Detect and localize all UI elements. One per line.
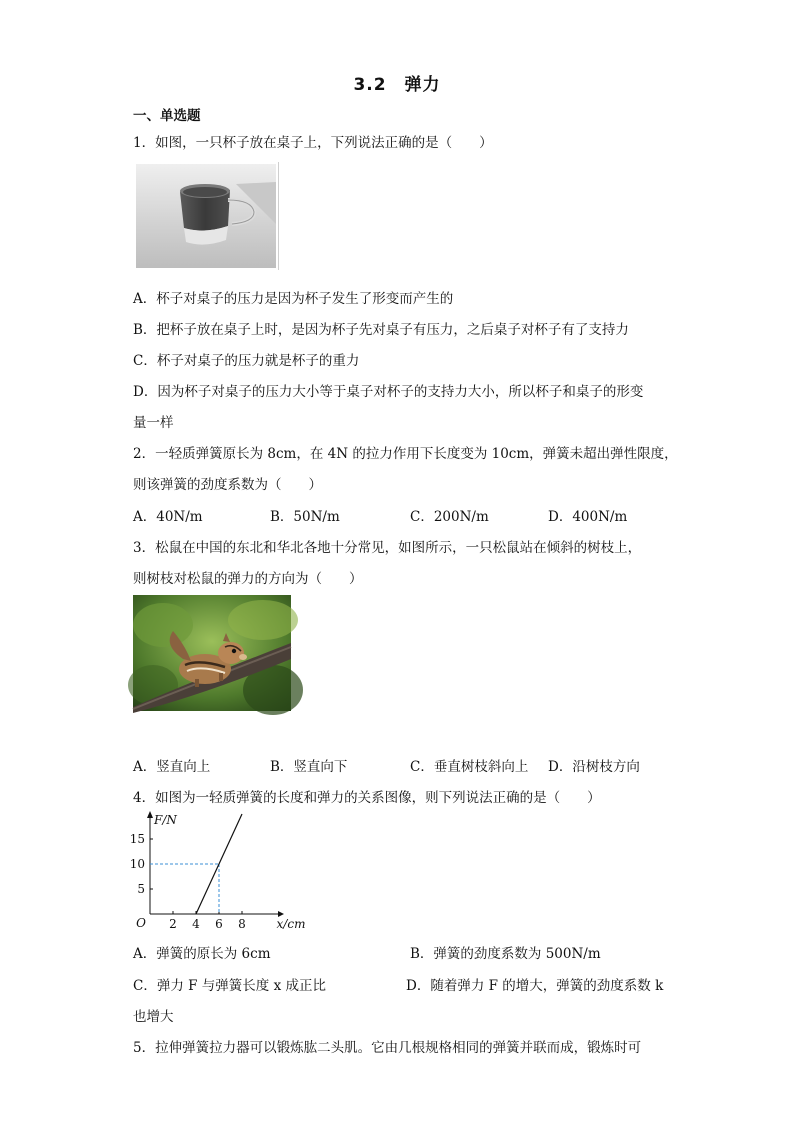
x-axis-label: x/cm [276,917,306,931]
question-4-option-d-line2: 也增大 [133,1009,174,1025]
question-4-stem: 4．如图为一轻质弹簧的长度和弹力的关系图像，则下列说法正确的是（ ） [133,790,601,806]
question-4-option-d-line1: D．随着弹力 F 的增大，弹簧的劲度系数 k [406,978,664,994]
question-4-option-c: C．弹力 F 与弹簧长度 x 成正比 [133,978,326,994]
y-tick-label: 10 [129,857,145,871]
question-3-option-d: D．沿树枝方向 [548,759,640,775]
question-1-stem: 1．如图，一只杯子放在桌子上，下列说法正确的是（ ） [133,135,493,151]
question-3-option-b: B．竖直向下 [270,759,348,775]
cup-photo [136,164,276,268]
page-title: 3.2 弹力 [353,75,441,95]
origin-label: O [136,916,146,930]
y-axis-label: F/N [154,813,177,827]
question-1-option-c: C．杯子对桌子的压力就是杯子的重力 [133,353,360,369]
y-axis-arrow [147,811,153,818]
cup-image [136,164,276,268]
question-4-option-a: A．弹簧的原长为 6cm [133,946,271,962]
question-2-option-a: A．40N/m [133,509,203,525]
x-tick-label: 2 [169,917,177,931]
question-1-option-d-line2: 量一样 [133,415,174,431]
question-2-option-d: D．400N/m [548,509,628,525]
question-2-stem-line2: 则该弹簧的劲度系数为（ ） [133,477,322,493]
squirrel-photo [133,595,291,711]
question-1-option-a: A．杯子对桌子的压力是因为杯子发生了形变而产生的 [133,291,454,307]
y-tick-label: 5 [137,882,145,896]
squirrel-image [133,595,291,711]
section-heading: 一、单选题 [133,108,201,124]
x-tick-label: 4 [192,917,200,931]
x-tick-label: 6 [215,917,223,931]
photo-border [278,162,279,270]
question-2-stem-line1: 2．一轻质弹簧原长为 8cm，在 4N 的拉力作用下长度变为 10cm，弹簧未超出弹性限度， [133,446,678,462]
question-3-option-c: C．垂直树枝斜向上 [410,759,529,775]
question-3-option-a: A．竖直向上 [133,759,211,775]
question-3-stem-line1: 3．松鼠在中国的东北和华北各地十分常见，如图所示，一只松鼠站在倾斜的树枝上， [133,540,642,556]
x-tick-label: 8 [238,917,246,931]
question-1-option-d-line1: D．因为杯子对桌子的压力大小等于桌子对杯子的支持力大小，所以杯子和桌子的形变 [133,384,644,400]
y-tick-label: 15 [129,832,145,846]
question-1-option-b: B．把杯子放在桌子上时，是因为杯子先对桌子有压力，之后桌子对杯子有了支持力 [133,322,629,338]
force-length-chart [128,808,306,936]
question-4-option-b: B．弹簧的劲度系数为 500N/m [410,946,601,962]
question-2-option-c: C．200N/m [410,509,489,525]
question-2-option-b: B．50N/m [270,509,340,525]
question-3-stem-line2: 则树枝对松鼠的弹力的方向为（ ） [133,571,363,587]
question-5-stem: 5．拉伸弹簧拉力器可以锻炼肱二头肌。它由几根规格相同的弹簧并联而成，锻炼时可 [133,1040,642,1056]
